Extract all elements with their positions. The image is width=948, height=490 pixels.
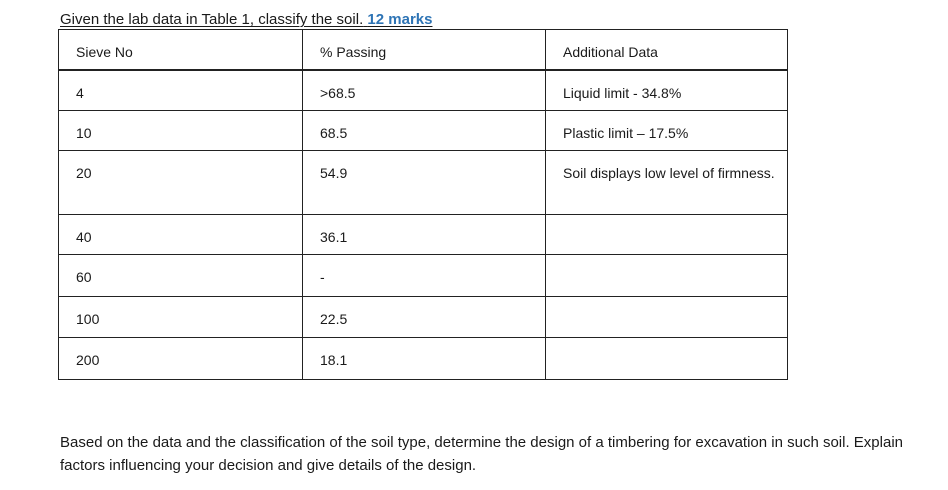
sieve-cell: 60: [59, 255, 303, 297]
marks-label: 12 marks: [367, 11, 433, 28]
passing-cell: 68.5: [303, 111, 546, 151]
additional-cell: [546, 297, 788, 338]
sieve-cell: 4: [59, 70, 303, 111]
additional-cell: [546, 338, 788, 380]
question-prompt: [60, 10, 432, 30]
followup-question: Based on the data and the classification of the soil type, determine the design of a timbering for excavation in such soil. Explain factors influencing your decision and give details of the design.: [60, 434, 903, 474]
sieve-cell: 40: [59, 215, 303, 255]
table-row: [59, 151, 788, 215]
additional-cell: Plastic limit – 17.5%: [546, 111, 788, 151]
table-row: [59, 338, 788, 380]
passing-cell: -: [303, 255, 546, 297]
table-row: [59, 215, 788, 255]
header-percent-passing: % Passing: [303, 30, 546, 70]
passing-cell: 36.1: [303, 215, 546, 255]
passing-cell: 18.1: [303, 338, 546, 380]
sieve-data-table: [58, 29, 788, 380]
table-row: [59, 70, 788, 111]
sieve-cell: 200: [59, 338, 303, 380]
passing-cell: 54.9: [303, 151, 546, 215]
table-row: [59, 297, 788, 338]
sieve-cell: 100: [59, 297, 303, 338]
header-additional-data: Additional Data: [546, 30, 788, 70]
table-row: [59, 111, 788, 151]
additional-cell: Liquid limit - 34.8%: [546, 70, 788, 111]
sieve-cell: 20: [59, 151, 303, 215]
passing-cell: >68.5: [303, 70, 546, 111]
sieve-cell: 10: [59, 111, 303, 151]
passing-cell: 22.5: [303, 297, 546, 338]
table-header-row: [59, 30, 788, 70]
additional-cell: [546, 255, 788, 297]
question-text: Given the lab data in Table 1, classify the soil.: [60, 11, 364, 28]
header-sieve-no: Sieve No: [59, 30, 303, 70]
additional-cell: Soil displays low level of firmness.: [546, 151, 788, 215]
additional-cell: [546, 215, 788, 255]
table-row: [59, 255, 788, 297]
